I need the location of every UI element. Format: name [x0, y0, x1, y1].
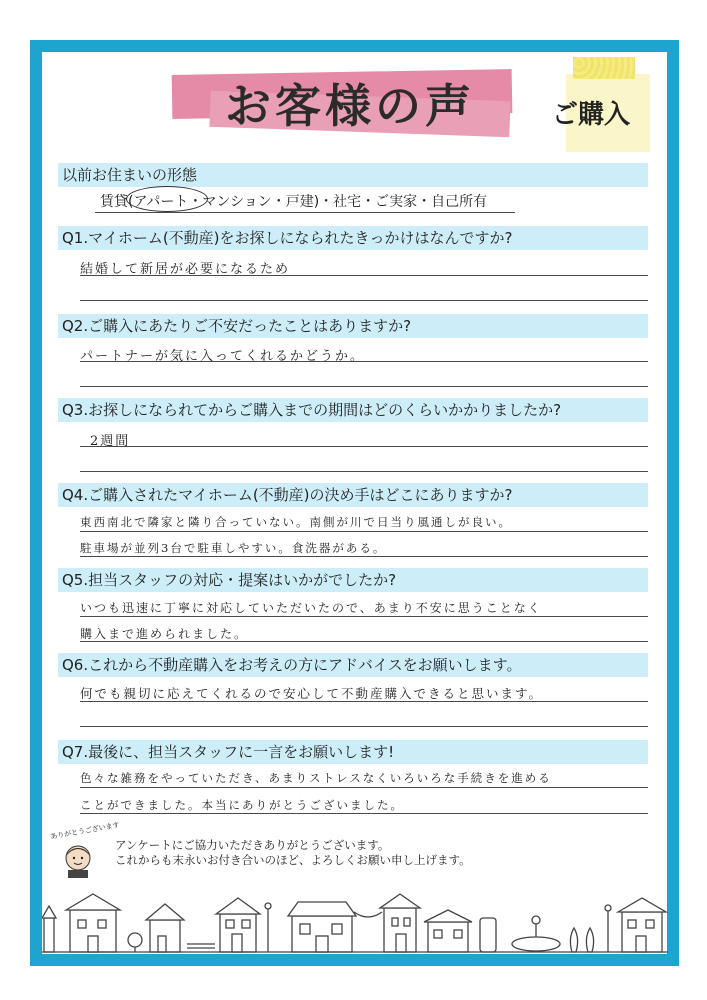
answer-1-line-1: 結婚して新居が必要になるため — [80, 262, 291, 277]
answer-2-line-1: パートナーが気に入ってくれるかどうか。 — [80, 349, 366, 364]
question-2: Q2.ご購入にあたりご不安だったことはありますか? — [58, 314, 648, 338]
question-5: Q5.担当スタッフの対応・提案はいかがでしたか? — [58, 568, 648, 592]
answer-line — [80, 300, 648, 301]
answer-5-line-2: 購入まで進められました。 — [80, 627, 249, 641]
answer-3-line-1: 2週間 — [90, 434, 131, 449]
answer-line — [80, 275, 648, 276]
residence-choices: 賃貸(アパート・マンション・戸建)・社宅・ご実家・自己所有 — [100, 194, 488, 210]
answer-6-line-1: 何でも親切に応えてくれるので安心して不動産購入できると思います。 — [80, 686, 544, 701]
purchase-tag-label: ご購入 — [552, 100, 631, 130]
answer-line — [80, 556, 648, 557]
answer-line — [80, 531, 648, 532]
answer-5-line-1: いつも迅速に丁寧に対応していただいたので、あまり不安に思うことなく — [80, 601, 542, 615]
answer-line — [80, 701, 648, 702]
thanks-bubble: ありがとうございます — [49, 820, 121, 842]
answer-line — [80, 446, 648, 447]
question-6: Q6.これから不動産購入をお考えの方にアドバイスをお願いします。 — [58, 653, 648, 677]
question-7: Q7.最後に、担当スタッフに一言をお願いします! — [58, 740, 648, 764]
answer-line — [80, 641, 648, 642]
answer-line — [80, 361, 648, 362]
question-4: Q4.ご購入されたマイホーム(不動産)の決め手はどこにありますか? — [58, 483, 648, 507]
answer-line — [80, 386, 648, 387]
question-1: Q1.マイホーム(不動産)をお探しになられたきっかけはなんですか? — [58, 226, 648, 250]
answer-line — [80, 813, 648, 814]
closing-message — [115, 838, 471, 868]
answer-7-line-1: 色々な雑務をやっていただき、あまりストレスなくいろいろな手続きを進める — [80, 771, 552, 785]
answer-7-line-2: ことができました。本当にありがとうございました。 — [80, 798, 404, 812]
page-title: お客様の声 — [225, 79, 475, 133]
closing-line-1: アンケートにご協力いただきありがとうございます。 — [115, 838, 390, 852]
previous-residence-label: 以前お住まいの形態 — [58, 163, 648, 187]
answer-4-line-2: 駐車場が並列3台で駐車しやすい。食洗器がある。 — [80, 541, 387, 555]
answer-line — [80, 787, 648, 788]
question-3: Q3.お探しになられてからご購入までの期間はどのくらいかかりましたか? — [58, 398, 648, 422]
answer-line — [95, 212, 515, 213]
answer-line — [80, 471, 648, 472]
closing-line-2: これからも末永いお付き合いのほど、よろしくお願い申し上げます。 — [115, 853, 471, 867]
answer-line — [80, 616, 648, 617]
tag-tape — [573, 57, 635, 79]
staff-avatar-icon — [58, 838, 98, 878]
townscape-illustration — [42, 888, 668, 954]
answer-4-line-1: 東西南北で隣家と隣り合っていない。南側が川で日当り風通しが良い。 — [80, 515, 512, 529]
answer-line — [80, 726, 648, 727]
